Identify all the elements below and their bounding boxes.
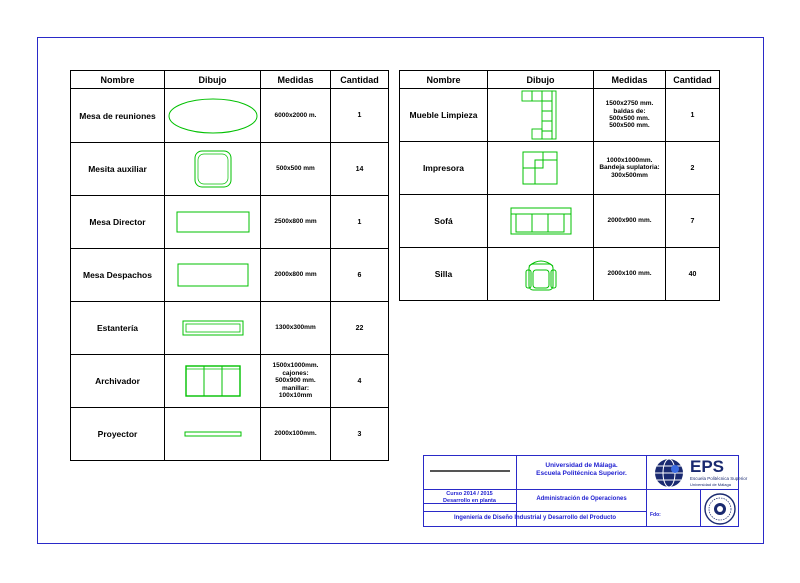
row-name: Archivador	[71, 355, 165, 408]
row-name: Estantería	[71, 302, 165, 355]
row-name: Mueble Limpieza	[400, 89, 488, 142]
row-name: Proyector	[71, 408, 165, 461]
title-block-divider	[423, 489, 739, 490]
signature-label: Fdo:	[650, 512, 661, 518]
row-name: Mesa Director	[71, 196, 165, 249]
scale-bar	[430, 470, 510, 472]
university-name: Universidad de Málaga. Escuela Politécnica Superior.	[536, 462, 627, 478]
chair-icon	[524, 254, 558, 294]
desk-icon	[176, 211, 250, 233]
row-medidas: 1300x300mm	[261, 302, 331, 355]
cleaning-cabinet-icon	[521, 90, 561, 140]
header-nombre: Nombre	[400, 71, 488, 89]
row-medidas: 1500x1000mm. cajones: 500x900 mm. manillar: 100x10mm	[261, 355, 331, 408]
row-name: Impresora	[400, 142, 488, 195]
row-medidas: 2000x100mm.	[261, 408, 331, 461]
row-medidas: 2000x800 mm	[261, 249, 331, 302]
table-row	[400, 248, 720, 301]
table-header-row	[400, 71, 720, 89]
oval-table-icon	[167, 96, 259, 136]
header-cantidad: Cantidad	[331, 71, 389, 89]
eps-logo-text: EPS	[690, 457, 725, 476]
sofa-icon	[510, 207, 572, 235]
row-medidas: 6000x2000 m.	[261, 89, 331, 143]
filing-cabinet-icon	[185, 365, 241, 397]
row-name: Mesa Despachos	[71, 249, 165, 302]
row-cantidad: 14	[331, 143, 389, 196]
row-medidas: 500x500 mm	[261, 143, 331, 196]
title-block-divider	[700, 489, 701, 527]
side-table-icon	[193, 149, 233, 189]
table-row	[71, 196, 389, 249]
row-name: Mesa de reuniones	[71, 89, 165, 143]
table-row	[71, 249, 389, 302]
row-name: Mesita auxiliar	[71, 143, 165, 196]
table-row	[71, 143, 389, 196]
projector-icon	[184, 430, 242, 438]
eps-logo-university: Universidad de Málaga	[690, 482, 731, 487]
shelf-icon	[182, 320, 244, 336]
table-row	[71, 89, 389, 143]
row-medidas: 1000x1000mm. Bandeja suplatoria: 300x500mm	[594, 142, 666, 195]
header-medidas: Medidas	[594, 71, 666, 89]
table-header-row	[71, 71, 389, 89]
row-cantidad: 7	[666, 195, 720, 248]
table-row	[400, 195, 720, 248]
furniture-table-right	[399, 70, 720, 301]
row-cantidad: 1	[331, 89, 389, 143]
subject-name: Administración de Operaciones	[536, 496, 627, 502]
row-medidas: 2000x900 mm.	[594, 195, 666, 248]
row-medidas: 2500x800 mm	[261, 196, 331, 249]
row-cantidad: 4	[331, 355, 389, 408]
title-block-divider	[423, 511, 647, 512]
table-row	[71, 302, 389, 355]
row-cantidad: 6	[331, 249, 389, 302]
degree-name: Ingeniería de Diseño Industrial y Desarrollo del Producto	[453, 515, 617, 521]
course-info: Curso 2014 / 2015 Desarrollo en planta	[443, 491, 496, 504]
row-cantidad: 1	[666, 89, 720, 142]
table-row	[71, 408, 389, 461]
desk-icon	[177, 263, 249, 287]
header-dibujo: Dibujo	[488, 71, 594, 89]
furniture-table-left	[70, 70, 389, 461]
row-name: Silla	[400, 248, 488, 301]
header-nombre: Nombre	[71, 71, 165, 89]
header-cantidad: Cantidad	[666, 71, 720, 89]
table-row	[400, 142, 720, 195]
row-medidas: 1500x2750 mm. baldas de: 500x500 mm. 500x500 mm.	[594, 89, 666, 142]
table-row	[400, 89, 720, 142]
university-seal-icon	[703, 492, 737, 526]
row-name: Sofá	[400, 195, 488, 248]
row-cantidad: 22	[331, 302, 389, 355]
eps-logo-subtitle: Escuela Politécnica Superior	[690, 476, 748, 481]
row-medidas: 2000x100 mm.	[594, 248, 666, 301]
header-dibujo: Dibujo	[165, 71, 261, 89]
header-medidas: Medidas	[261, 71, 331, 89]
row-cantidad: 40	[666, 248, 720, 301]
eps-globe-logo-icon	[649, 457, 689, 489]
table-row	[71, 355, 389, 408]
printer-icon	[521, 150, 561, 186]
row-cantidad: 2	[666, 142, 720, 195]
row-cantidad: 3	[331, 408, 389, 461]
row-cantidad: 1	[331, 196, 389, 249]
